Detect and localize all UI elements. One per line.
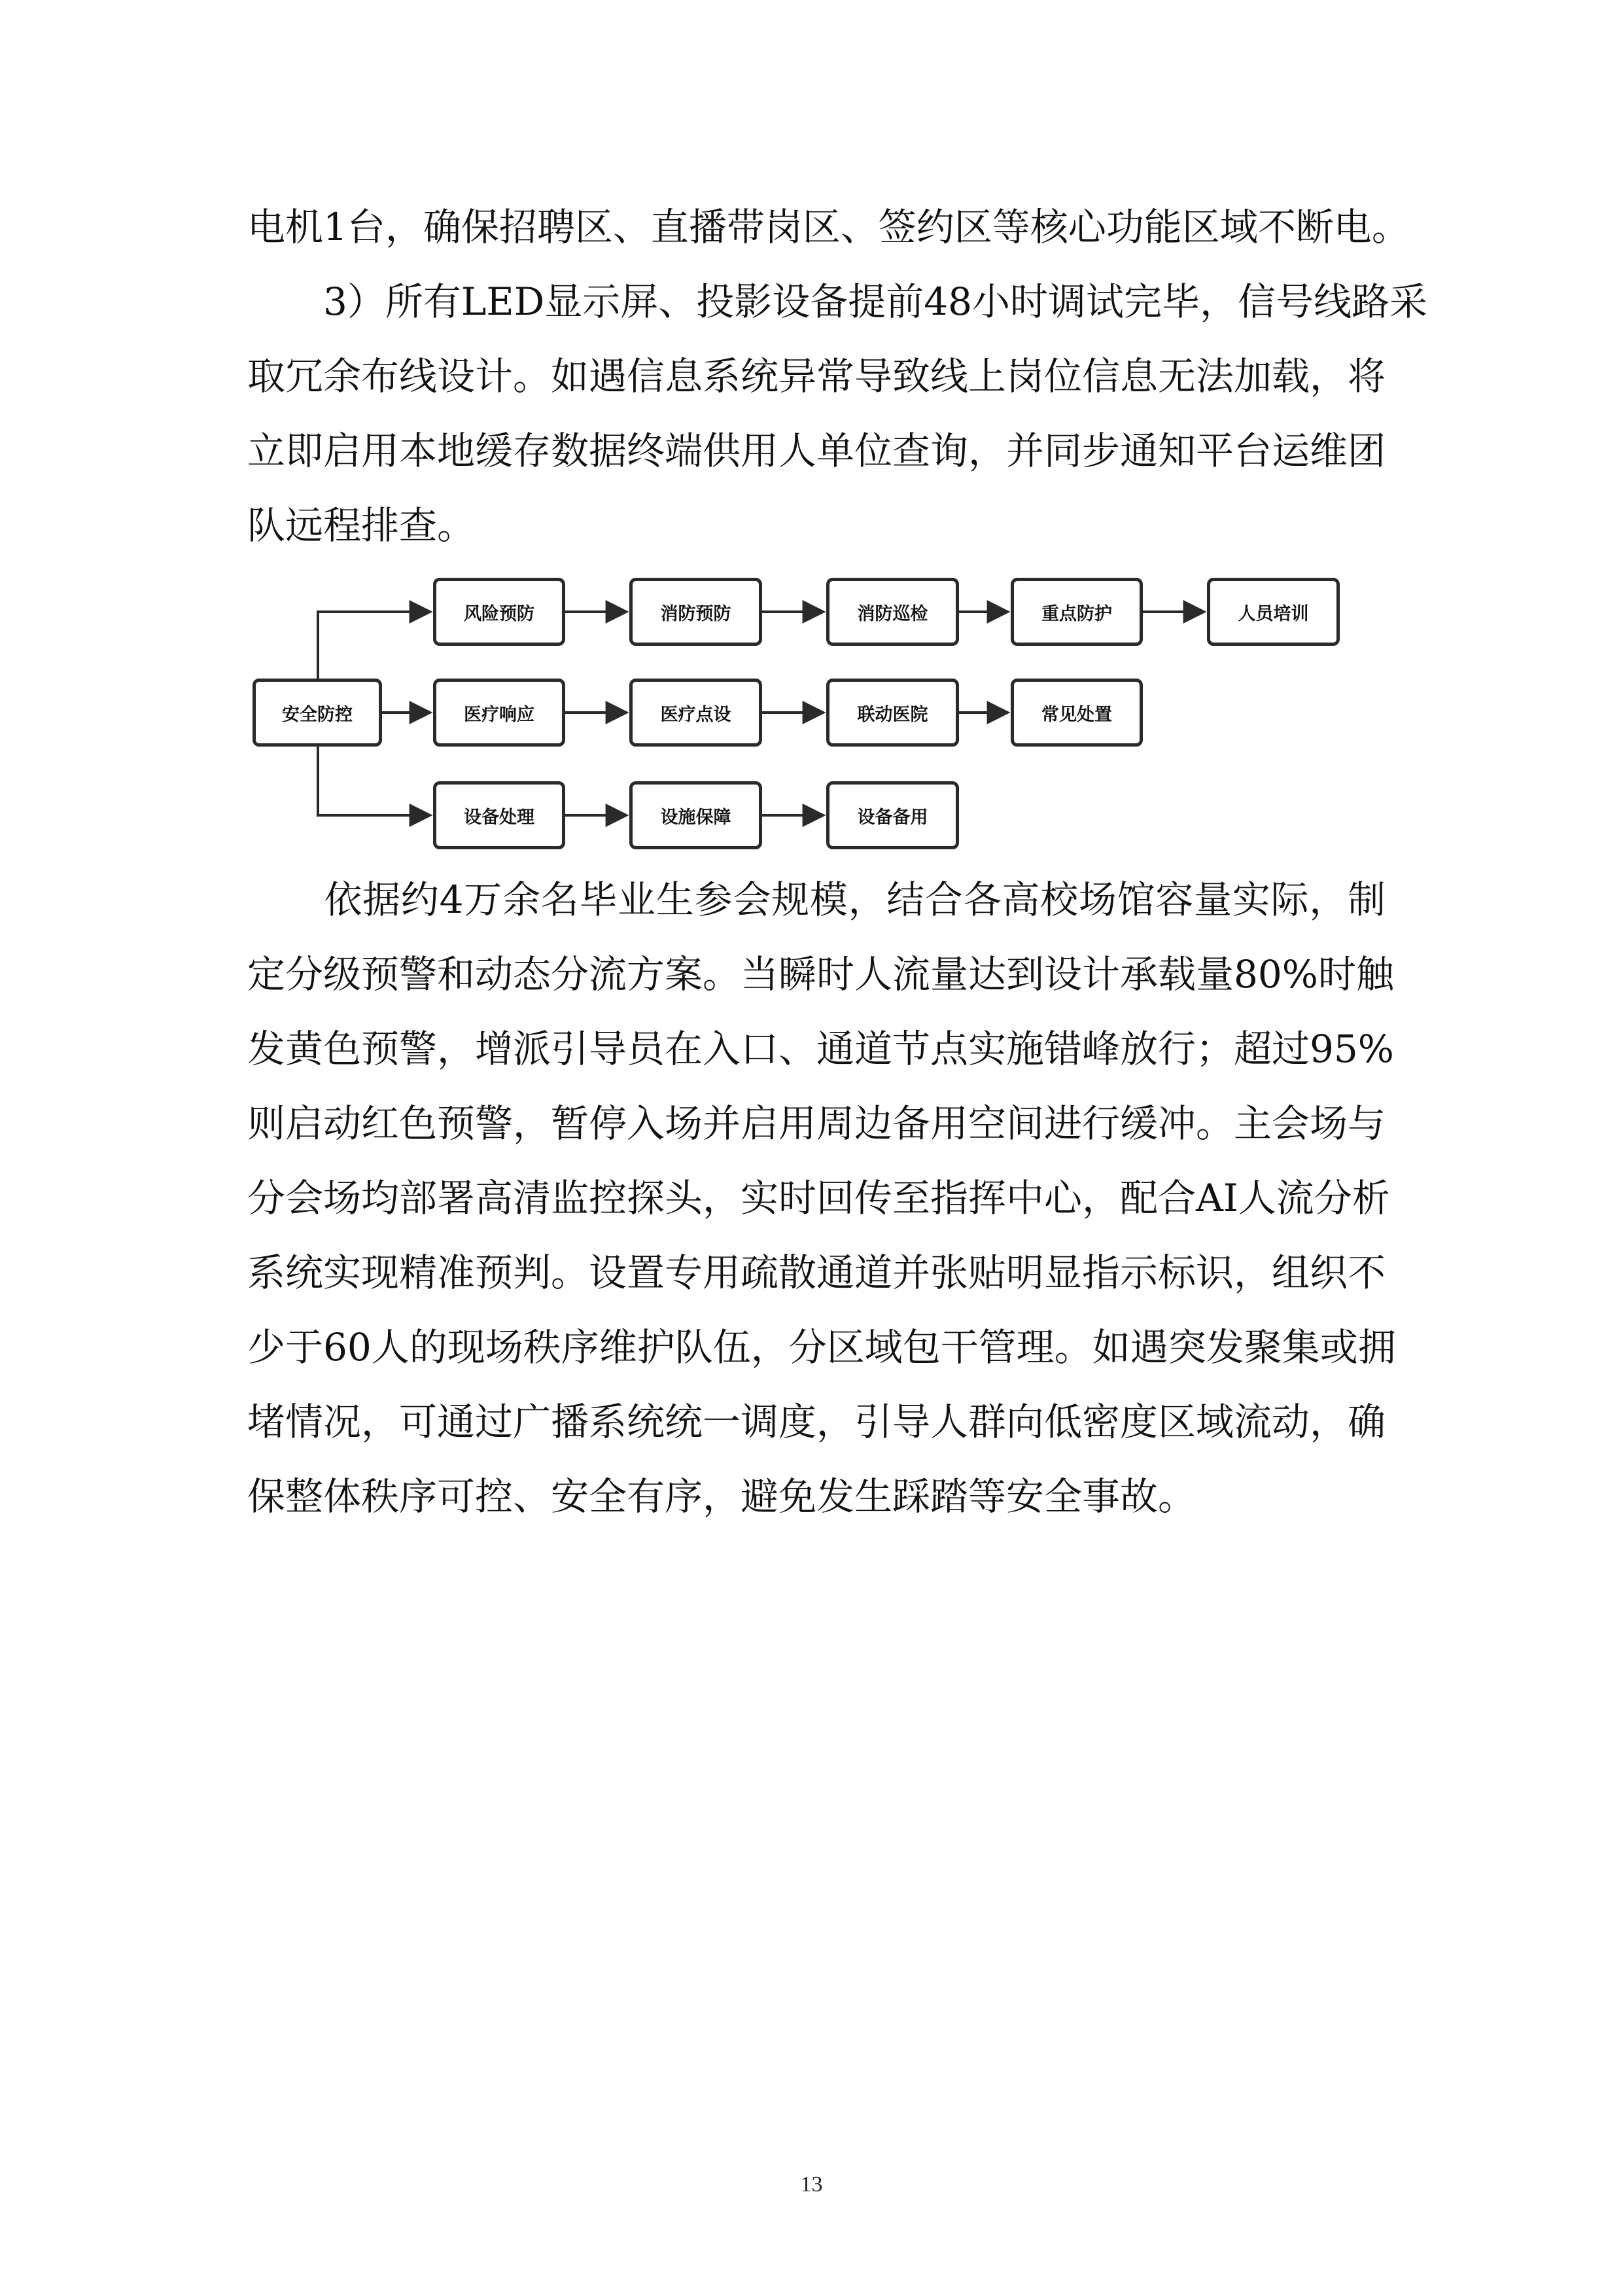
text-line: 取冗余布线设计。如遇信息系统异常导致线上岗位信息无法加载，将 (247, 354, 1386, 398)
node-fire-patrol: 消防巡检 (826, 578, 959, 646)
node-partner-hospital: 联动医院 (826, 679, 959, 747)
node-key-protection: 重点防护 (1011, 578, 1143, 646)
node-staff-training: 人员培训 (1207, 578, 1340, 646)
text-line: 立即启用本地缓存数据终端供用人单位查询，并同步通知平台运维团 (247, 429, 1386, 473)
node-fire-prevention: 消防预防 (629, 578, 762, 646)
node-risk-prevention: 风险预防 (433, 578, 565, 646)
text-line: 堵情况，可通过广播系统统一调度，引导人群向低密度区域流动，确 (247, 1400, 1386, 1444)
text-line: 电机1台，确保招聘区、直播带岗区、签约区等核心功能区域不断电。 (247, 205, 1410, 249)
node-medical-response: 医疗响应 (433, 679, 565, 747)
branch-connector-top (318, 612, 430, 679)
page-number: 13 (800, 2172, 823, 2197)
text-line: 分会场均部署高清监控探头，实时回传至指挥中心，配合AI人流分析 (247, 1176, 1390, 1220)
text-line: 定分级预警和动态分流方案。当瞬时人流量达到设计承载量80%时触 (247, 952, 1394, 997)
text-line: 3）所有LED显示屏、投影设备提前48小时调试完毕，信号线路采 (247, 279, 1428, 324)
text-line: 依据约4万余名毕业生参会规模，结合各高校场馆容量实际，制 (247, 877, 1386, 922)
node-facility-support: 设施保障 (629, 781, 762, 849)
text-line: 保整体秩序可控、安全有序，避免发生踩踏等安全事故。 (247, 1474, 1196, 1519)
node-equipment-backup: 设备备用 (826, 781, 959, 849)
node-safety-control: 安全防控 (253, 679, 382, 747)
text-line: 系统实现精准预判。设置专用疏散通道并张贴明显指示标识，组织不 (247, 1250, 1386, 1295)
node-equipment-handling: 设备处理 (433, 781, 565, 849)
text-line: 发黄色预警，增派引导员在入口、通道节点实施错峰放行；超过95% (247, 1027, 1394, 1071)
paragraph-crowd-control (247, 862, 1396, 1534)
text-line: 则启动红色预警，暂停入场并启用周边备用空间进行缓冲。主会场与 (247, 1101, 1386, 1146)
node-common-handling: 常见处置 (1011, 679, 1143, 747)
node-medical-station: 医疗点设 (629, 679, 762, 747)
branch-connector-bottom (318, 747, 430, 815)
text-line: 少于60人的现场秩序维护队伍，分区域包干管理。如遇突发聚集或拥 (247, 1325, 1396, 1369)
text-line: 队远程排查。 (247, 503, 476, 548)
